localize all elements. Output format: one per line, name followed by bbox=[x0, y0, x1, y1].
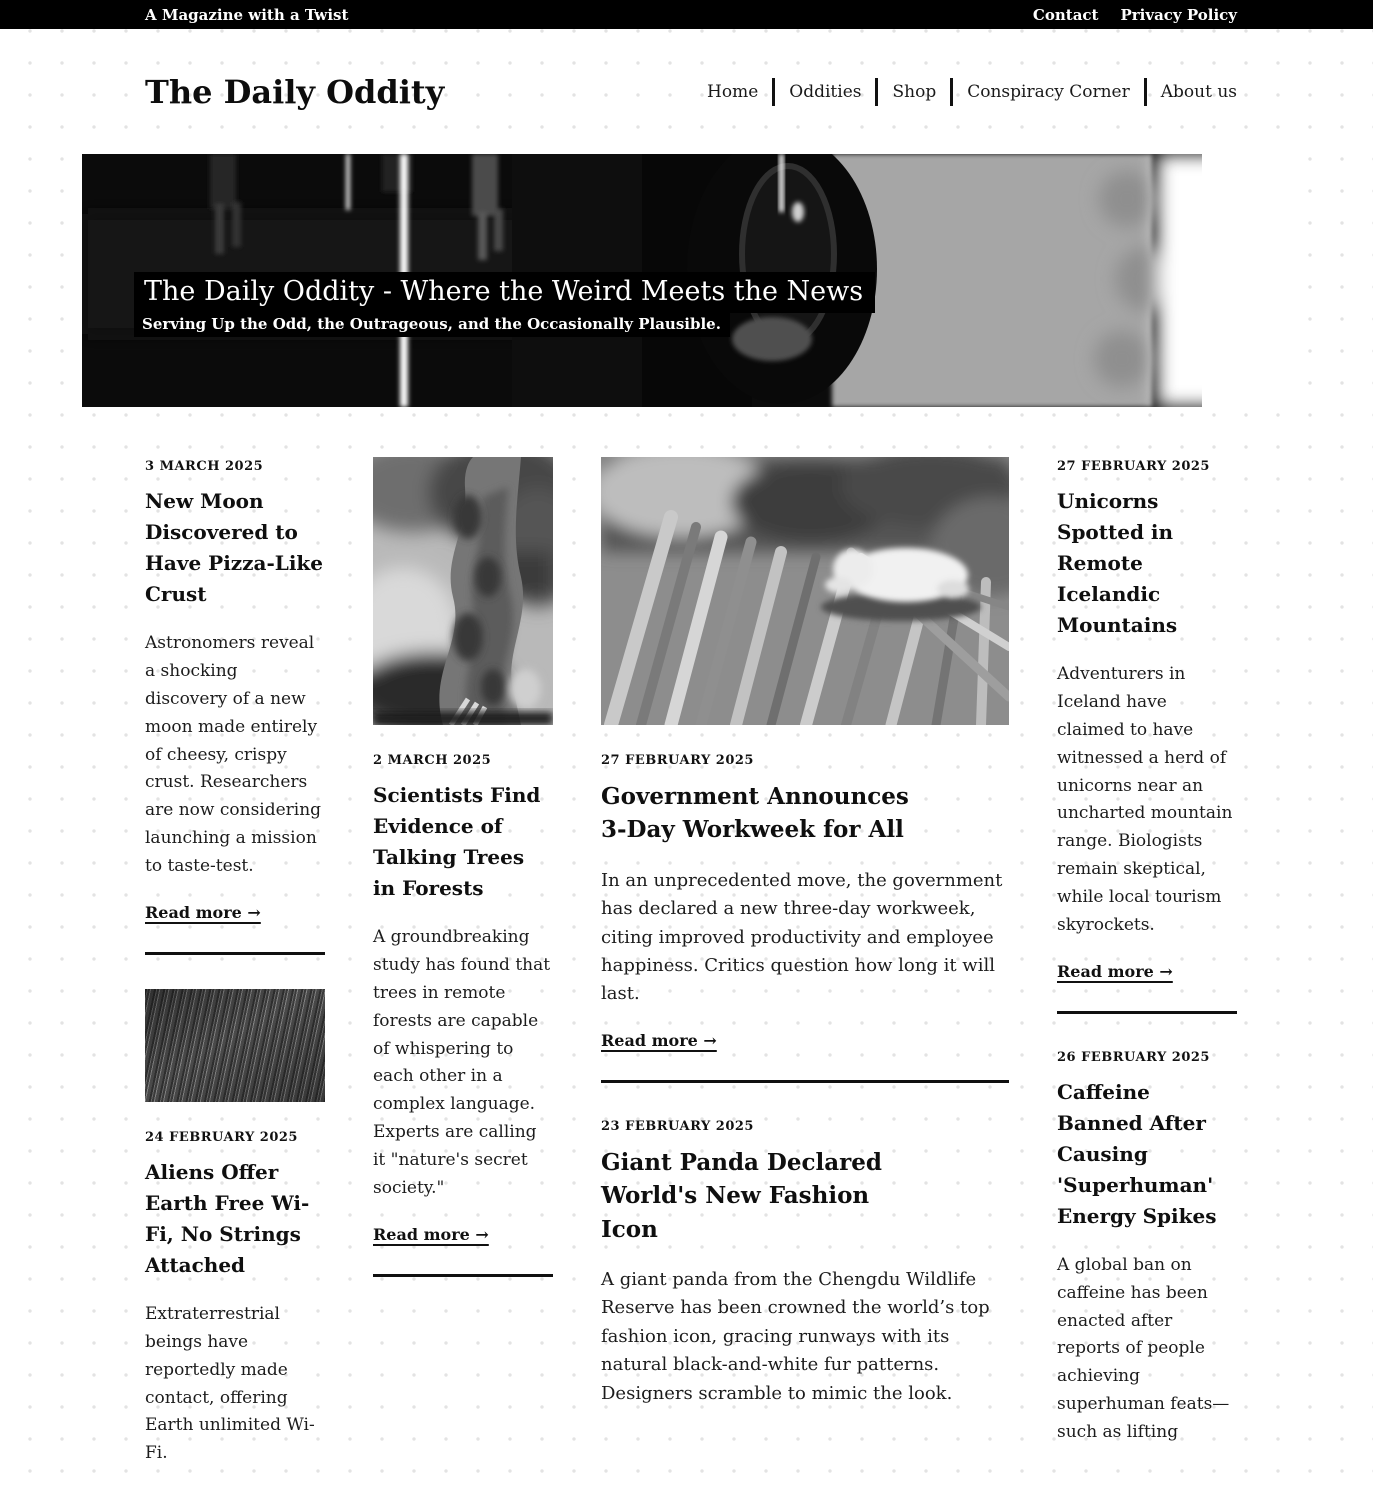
article-title[interactable]: Government Announces 3-Day Workweek for All bbox=[601, 783, 909, 844]
topbar-links bbox=[1033, 6, 1237, 24]
article-card-moon bbox=[145, 457, 325, 989]
article-card-workweek bbox=[601, 457, 1009, 1117]
divider bbox=[601, 1080, 1009, 1083]
divider bbox=[1057, 1011, 1237, 1014]
article-date: 27 FEBRUARY 2025 bbox=[1057, 459, 1210, 474]
articles-column-4 bbox=[1057, 457, 1237, 1469]
hero-caption bbox=[134, 276, 875, 333]
site-title[interactable]: The Daily Oddity bbox=[145, 72, 445, 111]
article-date: 24 FEBRUARY 2025 bbox=[145, 1129, 298, 1145]
article-date: 26 FEBRUARY 2025 bbox=[1057, 1049, 1210, 1065]
nav-home[interactable]: Home bbox=[707, 81, 759, 102]
article-title[interactable]: Caffeine Banned After Causing 'Superhuman' Energy Spikes bbox=[1057, 1079, 1217, 1228]
article-date: 2 MARCH 2025 bbox=[373, 753, 492, 768]
nav-conspiracy-corner[interactable]: Conspiracy Corner bbox=[967, 81, 1130, 102]
article-date: 23 FEBRUARY 2025 bbox=[601, 1118, 754, 1134]
gray-fur-texture-photo[interactable] bbox=[145, 989, 325, 1102]
read-more-link[interactable]: Read more → bbox=[145, 902, 261, 922]
hero-subtitle: Serving Up the Odd, the Outrageous, and the Occasionally Plausible. bbox=[134, 315, 875, 333]
article-title[interactable]: Scientists Find Evidence of Talking Trees in Forests bbox=[373, 783, 541, 900]
article-body: In an unprecedented move, the government has declared a new three-day workweek, citing improved productivity and employee happiness. Critics question how long it will last. bbox=[601, 869, 1003, 1005]
divider bbox=[145, 952, 325, 955]
article-card-trees bbox=[373, 457, 553, 1311]
article-title[interactable]: New Moon Discovered to Have Pizza-Like Crust bbox=[145, 489, 324, 606]
articles-column-1 bbox=[145, 457, 325, 1490]
white-cat-on-bamboo-poles-photo[interactable] bbox=[601, 457, 1009, 725]
divider bbox=[373, 1274, 553, 1277]
article-body: A groundbreaking study has found that trees in remote forests are capable of whispering to each other in a complex language. Experts are calling it "nature's secret society." bbox=[373, 927, 551, 1198]
article-card-caffeine bbox=[1057, 1048, 1237, 1469]
article-title[interactable]: Giant Panda Declared World's New Fashion Icon bbox=[601, 1148, 882, 1243]
article-body: Astronomers reveal a shocking discovery of a new moon made entirely of cheesy, crispy crust. Researchers are now considering launching a mission to taste-test. bbox=[145, 633, 322, 876]
privacy-policy-link[interactable]: Privacy Policy bbox=[1120, 5, 1237, 24]
nav-shop[interactable]: Shop bbox=[892, 81, 937, 102]
read-more-link[interactable]: Read more → bbox=[601, 1030, 717, 1050]
article-date: 3 MARCH 2025 bbox=[145, 459, 264, 474]
article-body: Adventurers in Iceland have claimed to have witnessed a herd of unicorns near an uncharted mountain range. Biologists remain skeptical, while local tourism skyrockets. bbox=[1057, 664, 1233, 935]
contact-link[interactable]: Contact bbox=[1032, 5, 1099, 24]
article-card-aliens bbox=[145, 989, 325, 1490]
nav-separator bbox=[1144, 78, 1147, 106]
article-card-panda bbox=[601, 1117, 1009, 1430]
hero-title: The Daily Oddity - Where the Weird Meets the News bbox=[134, 276, 875, 308]
articles-grid bbox=[145, 457, 1237, 1490]
article-body: A global ban on caffeine has been enacted after reports of people achieving superhuman feats—such as lifting bbox=[1057, 1254, 1230, 1442]
top-bar bbox=[0, 0, 1373, 29]
read-more-link[interactable]: Read more → bbox=[1057, 961, 1173, 981]
article-body: A giant panda from the Chengdu Wildlife Reserve has been crowned the world’s top fashion icon, gracing runways with its natural black-and-white fur patterns. Designers scramble to mimic the look. bbox=[601, 1268, 990, 1404]
article-title[interactable]: Aliens Offer Earth Free Wi-Fi, No Strings Attached bbox=[145, 1159, 310, 1277]
articles-column-2 bbox=[373, 457, 553, 1311]
hero-banner bbox=[82, 154, 1302, 407]
nav-oddities[interactable]: Oddities bbox=[789, 81, 862, 102]
nav-separator bbox=[875, 78, 878, 106]
nav-separator bbox=[772, 78, 775, 106]
article-body: Extraterrestrial beings have reportedly made contact, offering Earth unlimited Wi-Fi. bbox=[145, 1303, 315, 1464]
article-card-unicorns bbox=[1057, 457, 1237, 1048]
site-header bbox=[0, 29, 1373, 154]
nav-separator bbox=[950, 78, 953, 106]
nav-about-us[interactable]: About us bbox=[1160, 81, 1237, 102]
article-title[interactable]: Unicorns Spotted in Remote Icelandic Mountains bbox=[1057, 489, 1178, 637]
read-more-link[interactable]: Read more → bbox=[373, 1224, 489, 1244]
articles-column-3 bbox=[601, 457, 1009, 1430]
gnarled-olive-tree-photo[interactable] bbox=[373, 457, 553, 725]
site-tagline: A Magazine with a Twist bbox=[145, 5, 349, 24]
article-date: 27 FEBRUARY 2025 bbox=[601, 753, 754, 768]
main-nav bbox=[707, 78, 1237, 106]
